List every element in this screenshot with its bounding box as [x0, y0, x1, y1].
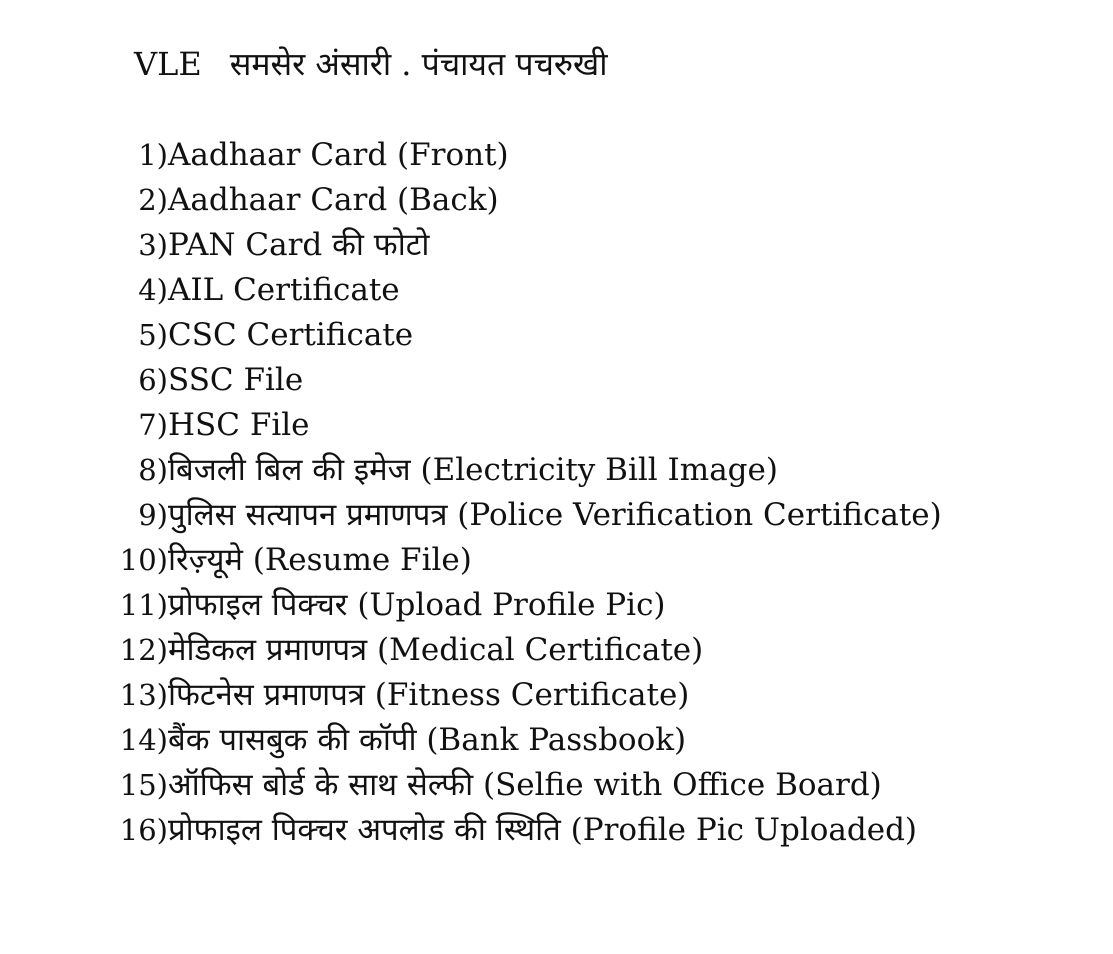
list-item-text: HSC File — [168, 407, 310, 443]
list-item-number: 2) — [138, 183, 168, 217]
list-item — [0, 403, 1113, 448]
list-item-number: 16) — [119, 813, 168, 847]
list-item-number: 15) — [119, 768, 168, 802]
list-item-number: 13) — [119, 678, 168, 712]
list-item-number: 4) — [138, 273, 168, 307]
list-item — [0, 358, 1113, 403]
list-item-text: AIL Certificate — [168, 272, 400, 308]
list-item-number: 8) — [138, 453, 168, 487]
list-item-number: 14) — [119, 723, 168, 757]
list-item-number: 7) — [138, 408, 168, 442]
list-item — [0, 223, 1113, 268]
list-item-text: बिजली बिल की इमेज (Electricity Bill Image) — [168, 452, 778, 488]
list-item-text: प्रोफाइल पिक्चर (Upload Profile Pic) — [168, 587, 666, 623]
list-item-text: CSC Certificate — [168, 317, 414, 353]
list-item — [0, 628, 1113, 673]
list-item — [0, 583, 1113, 628]
list-item-number: 10) — [119, 543, 168, 577]
list-item-number: 11) — [119, 588, 168, 622]
list-item-number: 5) — [138, 318, 168, 352]
list-item — [0, 763, 1113, 808]
list-item-number: 6) — [138, 363, 168, 397]
list-item — [0, 178, 1113, 223]
header-prefix: VLE — [134, 45, 202, 83]
list-item-number: 1) — [138, 138, 168, 172]
list-item-number: 3) — [138, 228, 168, 262]
list-item — [0, 538, 1113, 583]
list-item — [0, 673, 1113, 718]
list-item-text: प्रोफाइल पिक्चर अपलोड की स्थिति (Profile Pic Uploaded) — [168, 812, 918, 848]
list-item-number: 12) — [119, 633, 168, 667]
list-item-number: 9) — [138, 498, 168, 532]
header-title: समसेर अंसारी . पंचायत पचरुखी — [229, 45, 608, 83]
list-item — [0, 718, 1113, 763]
list-item — [0, 808, 1113, 853]
list-item — [0, 268, 1113, 313]
list-item — [0, 448, 1113, 493]
list-item-text: फिटनेस प्रमाणपत्र (Fitness Certificate) — [168, 677, 690, 713]
list-item-text: Aadhaar Card (Front) — [168, 137, 509, 173]
list-item — [0, 493, 1113, 538]
list-item-text: ऑफिस बोर्ड के साथ सेल्फी (Selfie with Office Board) — [168, 767, 882, 803]
list-item-text: मेडिकल प्रमाणपत्र (Medical Certificate) — [168, 632, 704, 668]
list-item-text: बैंक पासबुक की कॉपी (Bank Passbook) — [168, 722, 687, 758]
document-list — [0, 133, 1113, 853]
list-item — [0, 133, 1113, 178]
list-item-text: Aadhaar Card (Back) — [168, 182, 499, 218]
document-header — [134, 44, 608, 84]
list-item-text: पुलिस सत्यापन प्रमाणपत्र (Police Verification Certificate) — [168, 497, 942, 533]
list-item — [0, 313, 1113, 358]
list-item-text: रिज़्यूमे (Resume File) — [168, 542, 472, 578]
list-item-text: PAN Card की फोटो — [168, 227, 430, 263]
list-item-text: SSC File — [168, 362, 304, 398]
